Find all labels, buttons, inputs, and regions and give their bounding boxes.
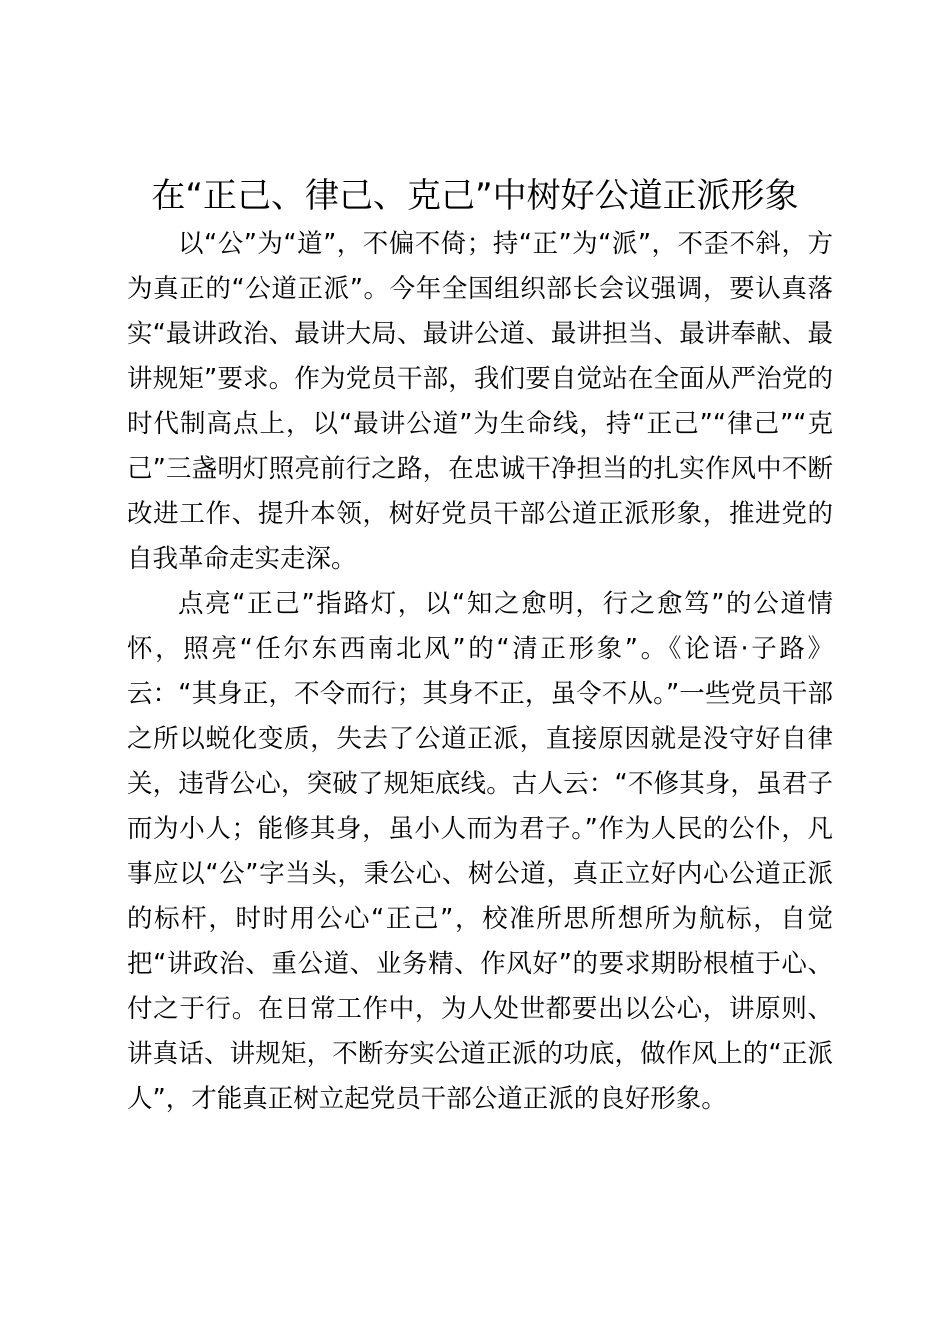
document-body <box>127 222 833 1122</box>
document-title: 在“正己、律己、克己”中树好公道正派形象 <box>151 176 799 216</box>
paragraph-intro: 以“公”为“道”，不偏不倚；持“正”为“派”，不歪不斜，方为真正的“公道正派”。今年全国组织部长会议强调，要认真落实“最讲政治、最讲大局、最讲公道、最讲担当、最讲奉献、最讲规矩”要求。作为党员干部，我们要自觉站在全面从严治党的时代制高点上，以“最讲公道”为生命线，持“正己”“律己”“克己”三盏明灯照亮前行之路，在忠诚干净担当的扎实作风中不断改进工作、提升本领，树好党员干部公道正派形象，推进党的自我革命走实走深。 <box>127 229 833 574</box>
paragraph-zhengji: 点亮“正己”指路灯，以“知之愈明，行之愈笃”的公道情怀，照亮“任尔东西南北风”的“清正形象”。《论语·子路》云：“其身正，不令而行；其身不正，虽令不从。”一些党员干部之所以蜕化变质，失去了公道正派，直接原因就是没守好自律关，违背公心，突破了规矩底线。古人云：“不修其身，虽君子而为小人；能修其身，虽小人而为君子。”作为人民的公仆，凡事应以“公”字当头，秉公心、树公道，真正立好内心公道正派的标杆，时时用公心“正己”，校准所思所想所为航标，自觉把“讲政治、重公道、业务精、作风好”的要求期盼根植于心、付之于行。在日常工作中，为人处世都要出以公心，讲原则、讲真话、讲规矩，不断夯实公道正派的功底，做作风上的“正派人”，才能真正树立起党员干部公道正派的良好形象。 <box>127 589 833 1114</box>
